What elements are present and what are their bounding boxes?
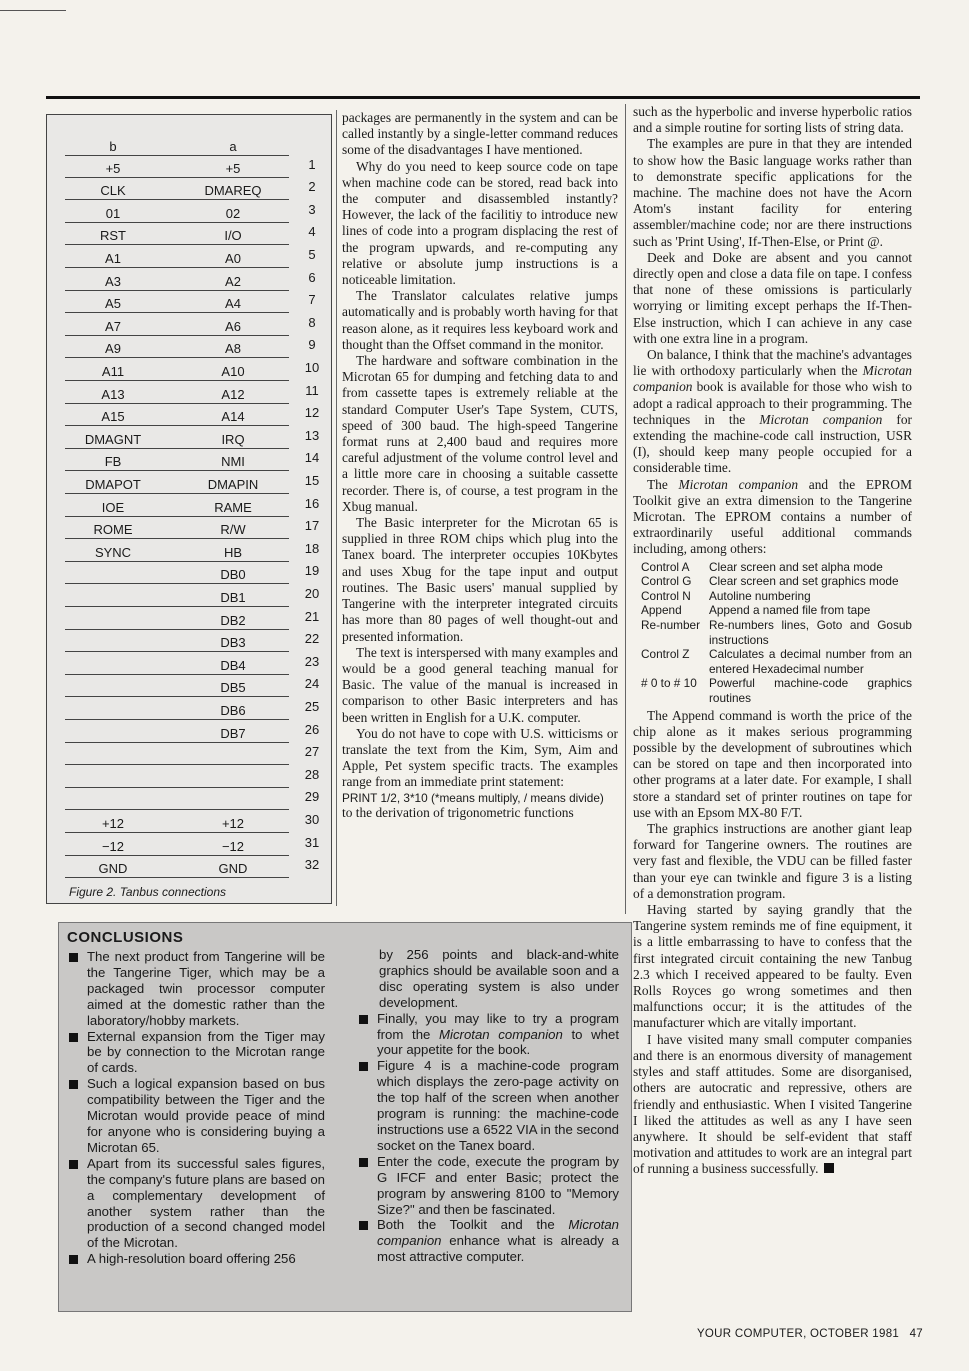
- pin-a-signal: +5: [225, 160, 241, 176]
- pin-a-signal: R/W: [220, 522, 246, 538]
- pin-a-signal: DB6: [220, 702, 246, 718]
- bullet-text: External expansion from the Tiger may be by connection to the Microtan range of cards.: [87, 1028, 325, 1076]
- bullet-item: [359, 1217, 619, 1265]
- bullet-item: [359, 1058, 619, 1153]
- text: I have visited many small computer companies and there is an enormous diversity of management styles and staff attitudes. Some are disorganised, others are autocratic and repressive, others are friendly and enthusiastic. When I visited Tangerine I liked the attitudes as well as any I have seen anywhere. It should be self-evident that staff motivation and attitudes to work are an integral part of running a business successfully.: [633, 1031, 912, 1177]
- code-example: PRINT 1/2, 3*10 (*means multiply, / means divide): [342, 790, 604, 805]
- publication-line: YOUR COMPUTER, OCTOBER 1981: [696, 1328, 900, 1340]
- header-rule: [46, 96, 920, 99]
- pin-row: [47, 584, 331, 607]
- bullet-text: The next product from Tangerine will be the Tangerine Tiger, which may be a packaged twin processor computer aimed at the domestic rather than the laboratory/hobby markets.: [87, 949, 325, 1028]
- text: Finally, you may like to try a program from the: [377, 1010, 619, 1042]
- bullet-icon: [69, 1033, 78, 1042]
- pin-number: 12: [304, 405, 320, 421]
- pin-number: 28: [304, 766, 320, 782]
- pin-b-signal: DMAGNT: [84, 431, 142, 447]
- pin-row: [47, 697, 331, 720]
- pin-row: [47, 426, 331, 449]
- pin-number: 1: [308, 156, 316, 172]
- command-item: [641, 560, 912, 575]
- conclusions-title: CONCLUSIONS: [67, 929, 184, 946]
- pin-number: 27: [304, 744, 320, 760]
- pin-b-signal: DMAPOT: [85, 476, 141, 492]
- article-column-2: [633, 104, 912, 1178]
- paragraph: [633, 477, 912, 558]
- pin-a-signal: A8: [225, 341, 241, 357]
- pin-row: [47, 810, 331, 833]
- pin-a-signal: DB2: [220, 612, 246, 628]
- pin-a-signal: DB0: [220, 567, 246, 583]
- conclusions-column-1: [69, 949, 325, 1267]
- command-description: Powerful machine-code graphics routines: [709, 676, 912, 706]
- pin-row: [47, 245, 331, 268]
- pin-b-signal: +12: [101, 815, 125, 831]
- column-rule: [336, 110, 337, 906]
- top-left-rule: [0, 10, 66, 11]
- bullet-icon: [359, 1221, 368, 1230]
- pin-a-signal: DB4: [220, 657, 246, 673]
- pin-number: 25: [304, 698, 320, 714]
- pin-a-signal: RAME: [214, 499, 252, 515]
- pin-b-signal: ROME: [93, 522, 133, 538]
- pin-row: [47, 765, 331, 788]
- pin-row: [47, 494, 331, 517]
- pin-number: 17: [304, 518, 320, 534]
- bullet-item: [359, 1154, 619, 1218]
- pin-a-signal: DB5: [220, 680, 246, 696]
- pin-a-signal: DB3: [220, 635, 246, 651]
- pin-number: 3: [308, 201, 316, 217]
- pin-row: [47, 449, 331, 472]
- pin-b-signal: GND: [98, 861, 128, 877]
- tanbus-figure: [46, 114, 332, 904]
- book-title: Microtan companion: [377, 1217, 619, 1249]
- pin-row: [47, 178, 331, 201]
- pin-a-signal: NMI: [221, 454, 245, 470]
- paragraph: The examples are pure in that they are intended to show how the Basic language works rather than to demonstrate specific applications for the machine. The machine does not have the Acorn Atom's instant facility for entering assembler/machine code; nor are there instructions such as 'Print Using', If-Then-Else, or Print @.: [633, 136, 912, 249]
- paragraph: The graphics instructions are another giant leap forward for Tangerine owners. The routines are very fast and flexible, the VDU can be filled faster than your eye can twinkle and figure 3 is a listing of a demonstration program.: [633, 821, 912, 901]
- pin-number: 21: [304, 608, 320, 624]
- pin-row: [47, 833, 331, 856]
- command-key: Control A: [641, 559, 690, 574]
- pin-row: [47, 788, 331, 811]
- bullet-text: A high-resolution board offering 256: [87, 1251, 296, 1267]
- pin-a-signal: A2: [225, 273, 241, 289]
- command-description: Calculates a decimal number from an entered Hexadecimal number: [709, 647, 912, 676]
- end-mark-icon: [824, 1163, 834, 1173]
- bullet-icon: [69, 1160, 78, 1169]
- pin-a-signal: IRQ: [221, 431, 245, 447]
- paragraph: Why do you need to keep source code on tape when machine code can be stored, read back into the computer and disassembled instantly? However, the lack of the facilitiy to introduce new lines of code into a program displacing the rest of the program upwards, and re-computing any relative or absolute jump instructions is a noticeable limitation.: [342, 158, 618, 288]
- pin-a-signal: A12: [221, 386, 245, 402]
- pin-a-signal: A0: [225, 250, 241, 266]
- pin-a-signal: A6: [225, 318, 241, 334]
- pin-row: [47, 720, 331, 743]
- pin-number: 20: [304, 585, 320, 601]
- pin-row: [47, 630, 331, 653]
- pin-a-signal: DMAREQ: [204, 183, 262, 199]
- row-rule: [65, 877, 289, 878]
- pin-number: 6: [308, 269, 316, 285]
- pin-number: 24: [304, 676, 320, 692]
- pin-number: 26: [304, 721, 320, 737]
- pin-b-signal: A3: [105, 273, 121, 289]
- paragraph: packages are permanently in the system and can be called instantly by a single-letter command reduces some of the disadvantages I have mentioned.: [342, 110, 618, 158]
- paragraph: You do not have to cope with U.S. witticisms or translate the text from the Kim, Sym, Aim and Apple, Pet system specific tracts. The examples range from an immediate print statement:: [342, 725, 618, 790]
- pin-number: 18: [304, 540, 320, 556]
- column-rule: [625, 104, 626, 914]
- conclusions-box: [58, 922, 632, 1312]
- text: and the EPROM Toolkit give an extra dimension to the Tangerine Microtan. The EPROM contains a number of extraordinarily useful additional commands including, among others:: [633, 476, 912, 557]
- command-key: Append: [641, 603, 682, 618]
- pin-number: 14: [304, 450, 320, 466]
- bullet-icon: [359, 1158, 368, 1167]
- pin-row: [47, 313, 331, 336]
- pin-a-signal: GND: [218, 861, 248, 877]
- pin-number: 19: [304, 563, 320, 579]
- pin-b-signal: A7: [105, 318, 121, 334]
- command-description: Re-numbers lines, Goto and Gosub instructions: [709, 618, 912, 647]
- command-key: Control N: [641, 588, 691, 603]
- command-description: Append a named file from tape: [709, 603, 871, 618]
- pin-number: 4: [308, 224, 316, 240]
- pin-number: 9: [308, 337, 316, 353]
- command-key: Control G: [641, 574, 692, 589]
- text: The: [647, 476, 679, 492]
- command-item: [641, 647, 912, 676]
- pin-row: [47, 743, 331, 766]
- text: Both the Toolkit and the: [377, 1217, 569, 1233]
- pin-b-signal: A1: [105, 250, 121, 266]
- pin-row: [47, 336, 331, 359]
- pin-row: [47, 291, 331, 314]
- bullet-text: Enter the code, execute the program by G IFCF and enter Basic; protect the program by answering 8100 to "Memory Size?" and then be fascinated.: [377, 1153, 619, 1217]
- bullet-item: [69, 1251, 325, 1267]
- pin-b-signal: RST: [100, 228, 126, 244]
- article-column-1: [342, 110, 618, 821]
- pin-b-signal: 01: [105, 205, 121, 221]
- pin-row: [47, 200, 331, 223]
- pin-row: [47, 381, 331, 404]
- pin-number: 13: [304, 427, 320, 443]
- pin-b-signal: CLK: [100, 183, 126, 199]
- book-title: Microtan companion: [759, 411, 883, 427]
- header-b: b: [109, 138, 117, 154]
- pin-row: [47, 856, 331, 879]
- command-item: [641, 676, 912, 705]
- pin-number: 11: [305, 382, 319, 398]
- pin-row: [47, 562, 331, 585]
- pin-b-signal: +5: [105, 160, 121, 176]
- bullet-icon: [69, 953, 78, 962]
- pin-row: [47, 539, 331, 562]
- command-description: Autoline numbering: [709, 588, 811, 603]
- command-key: # 0 to # 10: [641, 676, 697, 691]
- pin-number: 22: [304, 631, 320, 647]
- pin-number: 10: [304, 359, 320, 375]
- pin-number: 29: [304, 789, 320, 805]
- book-title: Microtan companion: [439, 1026, 563, 1042]
- pin-a-signal: DMAPIN: [207, 476, 259, 492]
- command-item: [641, 589, 912, 604]
- pin-number: 8: [308, 314, 316, 330]
- command-description: Clear screen and set graphics mode: [709, 574, 899, 589]
- pin-number: 7: [308, 292, 316, 308]
- bullet-icon: [69, 1255, 78, 1264]
- paragraph: [633, 347, 912, 477]
- text: enhance what is already a most attractive computer.: [377, 1233, 619, 1265]
- pin-a-signal: −12: [221, 838, 245, 854]
- paragraph: Having started by saying grandly that the Tangerine system reminds me of fine equipment, it is a little embarrassing to have to confess that the first integrated circuit containing the new Tanbug 2.3 which I received appeared to be faulty. Even Rolls Royces go wrong sometimes and then malfunctions occur; it is the attitudes of the manufacturer which are vitally important.: [633, 902, 912, 1031]
- pin-b-signal: IOE: [101, 499, 125, 515]
- bullet-item: [69, 1076, 325, 1156]
- pin-number: 5: [308, 246, 316, 262]
- bullet-item: [69, 1156, 325, 1251]
- pin-a-signal: DB7: [220, 725, 246, 741]
- bullet-icon: [359, 1015, 368, 1024]
- paragraph: The text is interspersed with many examples and would be a good general teaching manual for Basic. The value of the manual is increased in comparison to other Basic interpreters and has been written in English for a U.K. computer.: [342, 644, 618, 725]
- pin-a-signal: HB: [223, 544, 243, 560]
- pin-number: 31: [304, 834, 320, 850]
- pin-a-signal: +12: [221, 815, 245, 831]
- pin-row: [47, 223, 331, 246]
- text: On balance, I think that the machine's advantages lie with orthodoxy particularly when the: [633, 347, 912, 379]
- pin-b-signal: A5: [105, 296, 121, 312]
- command-item: [641, 603, 912, 618]
- pin-b-signal: A13: [101, 386, 125, 402]
- pin-number: 2: [308, 179, 316, 195]
- pin-a-signal: A14: [221, 409, 245, 425]
- paragraph: The Translator calculates relative jumps automatically and is probably worth having for that reason alone, as it requires less keyboard work and thought than the Offset command in the monitor.: [342, 288, 618, 352]
- pin-number: 15: [304, 472, 320, 488]
- pin-row: [47, 517, 331, 540]
- pin-b-signal: SYNC: [94, 544, 132, 560]
- pin-row: [47, 652, 331, 675]
- pin-row: [47, 675, 331, 698]
- pin-number: 16: [304, 495, 320, 511]
- bullet-icon: [359, 1062, 368, 1071]
- command-item: [641, 574, 912, 589]
- command-list: [641, 560, 912, 706]
- pin-number: 30: [304, 811, 320, 827]
- pin-row: [47, 155, 331, 178]
- pin-b-signal: FB: [104, 454, 122, 470]
- bullet-item: [69, 1029, 325, 1077]
- pin-number: 23: [304, 653, 320, 669]
- command-description: Clear screen and set alpha mode: [709, 559, 883, 574]
- bullet-item: [359, 1011, 619, 1059]
- header-a: a: [229, 138, 237, 154]
- pin-row: [47, 268, 331, 291]
- paragraph: [633, 1032, 912, 1178]
- pin-b-signal: A11: [101, 363, 125, 379]
- pin-b-signal: A9: [105, 341, 121, 357]
- pin-b-signal: −12: [101, 838, 125, 854]
- conclusions-column-2: [359, 947, 619, 1265]
- paragraph: The hardware and software combination in the Microtan 65 for dumping and fetching data to and from cassette tapes is extremely reliable at the standard Computer User's Tape System, CUTS, speed of 300 baud. The high-speed Tangerine format runs at 2,400 baud and requires more careful adjustment of the volume control level and a little more care in choosing a suitable cassette recorder. There is, of course, a test program in the Xbug manual.: [342, 353, 618, 514]
- page-number: 47: [909, 1328, 923, 1340]
- pin-row: [47, 607, 331, 630]
- figure-header: [47, 133, 331, 155]
- pin-a-signal: I/O: [224, 228, 242, 244]
- bullet-text: Such a logical expansion based on bus compatibility between the Tiger and the Microtan would provide peace of mind for anyone who is considering buying a Microtan 65.: [87, 1076, 325, 1155]
- figure-caption: Figure 2. Tanbus connections: [69, 885, 226, 899]
- pin-a-signal: 02: [225, 205, 241, 221]
- pin-a-signal: A10: [221, 363, 245, 379]
- command-item: [641, 618, 912, 647]
- pin-row: [47, 404, 331, 427]
- paragraph: Deek and Doke are absent and you cannot directly open and close a data file on tape. I confess that none of these omissions is particularly worrying or limiting except perhaps the If-Then-Else instruction, which I can achieve in any case with one extra line in a program.: [633, 249, 912, 346]
- pin-a-signal: A4: [225, 296, 241, 312]
- pin-a-signal: DB1: [220, 589, 246, 605]
- pin-row: [47, 471, 331, 494]
- text: book is available for those who wish to adopt a radical approach to their programming. The techniques in the: [633, 379, 912, 427]
- paragraph: to the derivation of trigonometric functions: [342, 805, 574, 821]
- bullet-text: Figure 4 is a machine-code program which displays the zero-page activity on the top half of the screen when another program is running: the machine-code instructions use a 6522 VIA in the second socket on the Tanex board.: [377, 1058, 619, 1153]
- paragraph: such as the hyperbolic and inverse hyperbolic ratios and a simple routine for sorting lists of string data.: [633, 104, 912, 136]
- bullet-item: [69, 949, 325, 1029]
- bullet-continuation: by 256 points and black-and-white graphics should be available soon and a disc operating system is also under development.: [379, 947, 619, 1010]
- text: to whet your appetite for the book.: [377, 1026, 619, 1058]
- page-footer: [697, 1328, 923, 1340]
- bullet-icon: [69, 1080, 78, 1089]
- pin-row: [47, 358, 331, 381]
- command-key: Re-number: [641, 618, 701, 633]
- pin-b-signal: A15: [101, 409, 125, 425]
- book-title: Microtan companion: [678, 476, 799, 492]
- bullet-text: Apart from its successful sales figures, the company's future plans are based on a complementary development of another system rather than the production of a second changed model of the Microtan.: [87, 1155, 325, 1251]
- text: for extending the machine-code call instruction, USR (I), should keep many people occupied for a considerable time.: [633, 411, 912, 476]
- command-key: Control Z: [641, 647, 690, 662]
- paragraph: The Basic interpreter for the Microtan 65 is supplied in three ROM chips which plug into the Tanex board. The interpreter occupies 10Kbytes and uses Xbug for the tape input and output routines. The Basic users' manual supplied by Tangerine with the interpreter integrated circuits has more than 80 pages of well thought-out and presented information.: [342, 515, 618, 644]
- pin-number: 32: [304, 857, 320, 873]
- paragraph: The Append command is worth the price of the chip alone as it makes serious programming possible by the development of subroutines which can be stored on tape and then incorporated into other programs at a later date. For example, I shall store a standard set of printer routines on tape for use with an Epsom MX-80 F/T.: [633, 707, 912, 820]
- book-title: Microtan companion: [633, 363, 912, 395]
